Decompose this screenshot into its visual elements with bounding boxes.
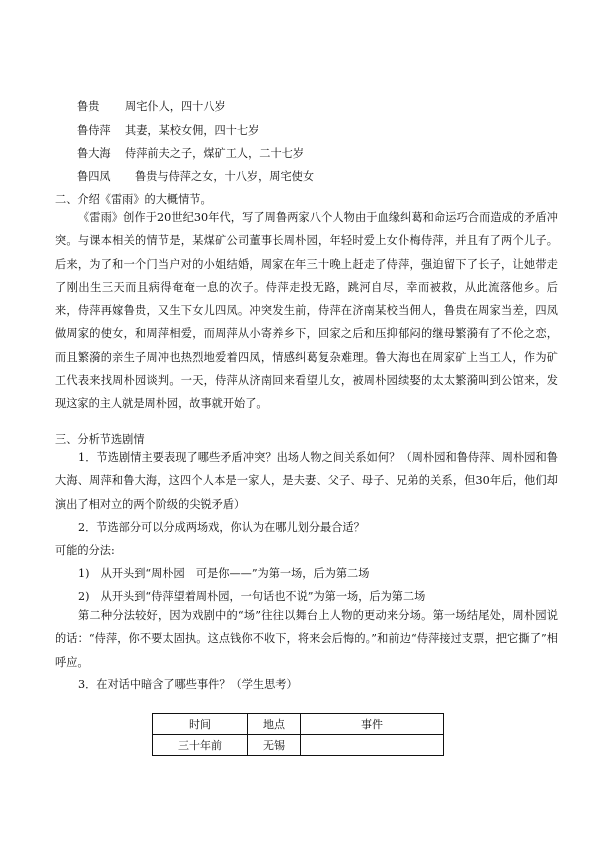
character-name: 鲁贵 [77,100,100,113]
character-desc: 鲁贵与侍萍之女，十八岁，周宅使女 [135,170,315,183]
table-cell [301,735,444,756]
character-row [77,147,304,161]
table-header-cell: 地点 [248,714,301,735]
character-desc: 其妻，某校女佣，四十七岁 [125,124,260,137]
plot-paragraph: 《雷雨》创作于20世纪30年代，写了周鲁两家八个人物由于血缘纠葛和命运巧合而造成的矛盾冲突。与课本相关的情节是，某煤矿公司董事长周朴园，年轻时爱上女仆梅侍萍，并且有了两个儿子。后来，为了和一个门当户对的小姐结婚，周家在年三十晚上赶走了侍萍，强迫留下了长子，让她带走了刚出生三天而且病得奄奄一息的次子。侍萍走投无路，跳河自尽，幸而被救，从此流落他乡。后来，侍萍再嫁鲁贵，又生下女儿四凤。冲突发生前，侍萍在济南某校当佣人，鲁贵在周家当差，四凤做周家的使女，和周萍相爱，而周萍从小寄养乡下，回家之后和压抑郁闷的继母繁漪有了不伦之恋，而且繁漪的亲生子周冲也热烈地爱着四凤，情感纠葛复杂难理。鲁大海也在周家矿上当工人，作为矿工代表来找周朴园谈判。一天，侍萍从济南回来看望儿女，被周朴园续娶的太太繁漪叫到公馆来，发现这家的主人就是周朴园，故事就开始了。 [55,211,558,411]
question-1: 1．节选剧情主要表现了哪些矛盾冲突？出场人物之间关系如何？（周朴园和鲁侍萍、周朴园和鲁大海、周萍和鲁大海，这四个人本是一家人，是夫妻、父子、母子、兄弟的关系，但30年后，他们却演出了相对立的两个阶级的尖锐矛盾） [55,451,558,511]
character-desc: 周宅仆人，四十八岁 [125,100,226,113]
question-2: 2．节选部分可以分成两场戏，你认为在哪儿划分最合适？ [78,521,365,534]
table-cell: 无锡 [248,735,301,756]
character-name: 鲁大海 [77,147,111,160]
table-header-row [153,714,444,735]
method-2: 2) 从开头到“侍萍望着周朴园，一句话也不说”为第一场，后为第二场 [78,590,426,603]
section-heading: 三、分析节选剧情 [55,433,145,446]
character-name: 鲁四凤 [77,170,111,183]
events-table [152,713,444,756]
table-cell: 三十年前 [153,735,248,756]
section-heading: 二、介绍《雷雨》的大概情节。 [55,193,212,206]
character-name: 鲁侍萍 [77,124,111,137]
question-3: 3．在对话中暗含了哪些事件？（学生思考） [78,678,298,691]
character-row [77,100,226,114]
character-row [77,170,314,184]
character-desc: 侍萍前夫之子，煤矿工人，二十七岁 [125,147,305,160]
table-header-cell: 事件 [301,714,444,735]
table-header-cell: 时间 [153,714,248,735]
method-1: 1) 从开头到“周朴园 可是你——”为第一场，后为第二场 [78,567,370,580]
table-row [153,735,444,756]
analysis-paragraph: 第二种分法较好，因为戏剧中的“场”往往以舞台上人物的更动来分场。第一场结尾处，周朴园说的话：“侍萍，你不要太固执。这点钱你不收下，将来会后悔的。”和前边“侍萍接过支票，把它撕了”相呼应。 [55,609,558,669]
character-row [77,124,259,138]
methods-label: 可能的分法: [55,544,115,557]
